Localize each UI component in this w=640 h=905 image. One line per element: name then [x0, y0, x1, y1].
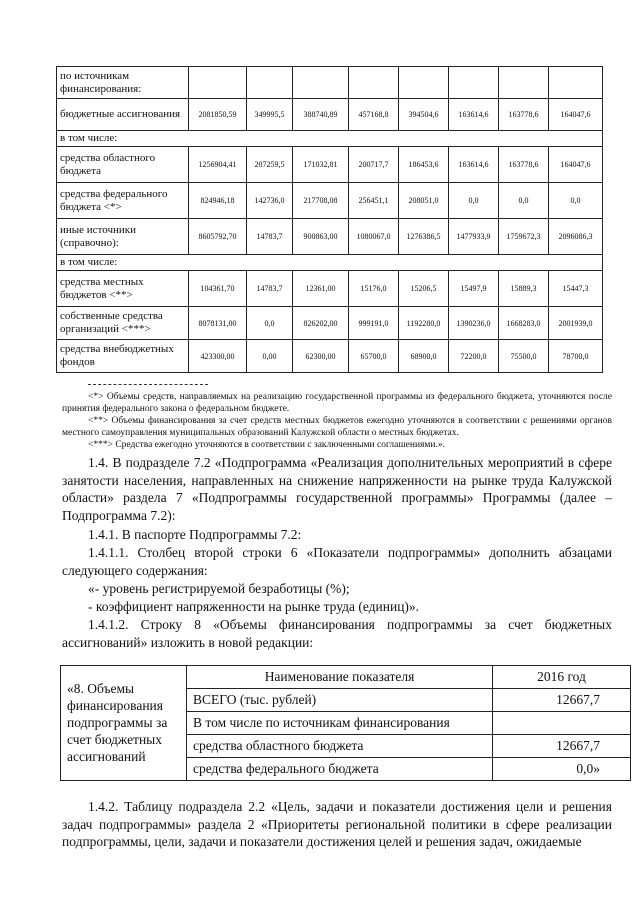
- financing-cell: 217708,08: [293, 183, 349, 219]
- financing-cell: 256451,1: [349, 183, 399, 219]
- value-total: 12667,7: [493, 689, 631, 712]
- financing-cell: 163614,6: [449, 99, 499, 131]
- financing-cell: 1759672,3: [499, 219, 549, 255]
- financing-row-label: по источникам финансирования:: [57, 67, 189, 99]
- financing-cell: 12361,00: [293, 271, 349, 307]
- financing-row-label: иные источники (справочно):: [57, 219, 189, 255]
- paragraph-1-4-2: 1.4.2. Таблицу подраздела 2.2 «Цель, задачи и показатели достижения цели и решения задач подпрограммы» раздела 2 «Приоритеты региональной политики в сфере реализации подпрограммы, цели, задачи и показатели достижения целей и решения задач, ожидаемые: [62, 799, 612, 849]
- financing-cell: 1080067,0: [349, 219, 399, 255]
- financing-cell: 62300,00: [293, 340, 349, 373]
- footnote-1: <*> Объемы средств, направляемых на реализацию государственной программы из федерального бюджета, уточняются после принятия федерального закона о федеральном бюджете.: [62, 392, 612, 414]
- financing-cell: [349, 67, 399, 99]
- financing-cell: 163778,6: [499, 99, 549, 131]
- indicator-by-source: В том числе по источникам финансирования: [187, 712, 493, 735]
- paragraph-1-4-1: 1.4.1. В паспорте Подпрограммы 7.2:: [88, 527, 302, 542]
- header-indicator-name: Наименование показателя: [187, 666, 493, 689]
- financing-cell: [293, 67, 349, 99]
- financing-cell: 824946,18: [189, 183, 247, 219]
- financing-cell: [549, 67, 603, 99]
- financing-cell: 900863,00: [293, 219, 349, 255]
- financing-row-label: в том числе:: [57, 255, 603, 271]
- financing-cell: 0,0: [499, 183, 549, 219]
- financing-cell: [449, 67, 499, 99]
- financing-row-label: средства федерального бюджета <*>: [57, 183, 189, 219]
- financing-cell: 171032,81: [293, 147, 349, 183]
- financing-row-label: бюджетные ассигнования: [57, 99, 189, 131]
- financing-cell: 999191,0: [349, 307, 399, 340]
- footnote-separator: [88, 384, 208, 385]
- financing-cell: [189, 67, 247, 99]
- financing-cell: 14783,7: [247, 271, 293, 307]
- financing-row-label: собственные средства организаций <***>: [57, 307, 189, 340]
- financing-row: [57, 131, 603, 147]
- financing-cell: 2096086,3: [549, 219, 603, 255]
- financing-cell: 1390236,0: [449, 307, 499, 340]
- financing-cell: 0,0: [449, 183, 499, 219]
- paragraph-1-4-1-1: 1.4.1.1. Столбец второй строки 6 «Показатели подпрограммы» дополнить абзацами следующего содержания:: [62, 545, 612, 578]
- financing-cell: 164047,6: [549, 99, 603, 131]
- financing-table: [56, 66, 603, 373]
- footnote-3: <***> Средства ежегодно уточняются в соответствии с заключенными соглашениями.».: [88, 440, 446, 450]
- financing-row: [57, 340, 603, 373]
- financing-row-label: в том числе:: [57, 131, 603, 147]
- financing-cell: 164047,6: [549, 147, 603, 183]
- financing-row: [57, 183, 603, 219]
- financing-cell: 0,0: [247, 307, 293, 340]
- paragraph-1-4: 1.4. В подразделе 7.2 «Подпрограмма «Реализация дополнительных мероприятий в сфере занятости населения, направленных на снижение напряженности на рынке труда Калужской области» раздела 7 «Подпрограммы государственной программы» Программы (далее – Подпрограмма 7.2):: [62, 455, 612, 523]
- financing-cell: 208051,0: [399, 183, 449, 219]
- financing-cell: 65700,0: [349, 340, 399, 373]
- header-year: 2016 год: [493, 666, 631, 689]
- footnote-2: <**> Объемы финансирования за счет средств местных бюджетов ежегодно уточняются в соответствии с решениями органов местного самоуправления муниципальных образований Калужской области о местных бюджетах.: [62, 416, 612, 438]
- paragraph-indicator-1: «- уровень регистрируемой безработицы (%);: [88, 581, 350, 596]
- financing-cell: 15176,0: [349, 271, 399, 307]
- financing-cell: 72200,0: [449, 340, 499, 373]
- financing-cell: [247, 67, 293, 99]
- financing-row: [57, 307, 603, 340]
- value-federal-budget: 0,0»: [493, 758, 631, 781]
- financing-cell: 388740,89: [293, 99, 349, 131]
- financing-row: [57, 67, 603, 99]
- financing-cell: 200717,7: [349, 147, 399, 183]
- financing-cell: 1668283,0: [499, 307, 549, 340]
- financing-cell: 1477933,9: [449, 219, 499, 255]
- financing-cell: 142736,0: [247, 183, 293, 219]
- financing-row-label: средства областного бюджета: [57, 147, 189, 183]
- financing-row: [57, 219, 603, 255]
- financing-cell: 163614,6: [449, 147, 499, 183]
- paragraph-indicator-2: - коэффициент напряженности на рынке труда (единиц)».: [88, 599, 420, 614]
- financing-cell: [399, 67, 449, 99]
- financing-row-label: средства местных бюджетов <**>: [57, 271, 189, 307]
- financing-cell: 1192280,0: [399, 307, 449, 340]
- financing-row: [57, 271, 603, 307]
- value-regional-budget: 12667,7: [493, 735, 631, 758]
- financing-row: [57, 255, 603, 271]
- financing-cell: 457168,8: [349, 99, 399, 131]
- financing-cell: 826202,00: [293, 307, 349, 340]
- financing-cell: 394504,6: [399, 99, 449, 131]
- value-by-source: [493, 712, 631, 735]
- footnotes: [62, 391, 612, 451]
- financing-cell: 186453,6: [399, 147, 449, 183]
- financing-row: [57, 147, 603, 183]
- financing-cell: 14783,7: [247, 219, 293, 255]
- financing-cell: 349995,5: [247, 99, 293, 131]
- financing-cell: 78700,0: [549, 340, 603, 373]
- financing-cell: 68900,0: [399, 340, 449, 373]
- financing-row-label: средства внебюджетных фондов: [57, 340, 189, 373]
- financing-cell: 2001939,0: [549, 307, 603, 340]
- financing-cell: 0,00: [247, 340, 293, 373]
- financing-cell: 163778,6: [499, 147, 549, 183]
- financing-cell: 15889,3: [499, 271, 549, 307]
- financing-cell: 0,0: [549, 183, 603, 219]
- financing-cell: 8605792,70: [189, 219, 247, 255]
- financing-cell: 1276386,5: [399, 219, 449, 255]
- indicator-regional-budget: средства областного бюджета: [187, 735, 493, 758]
- row-8-label: «8. Объемы финансирования подпрограммы за счет бюджетных ассигнований: [61, 666, 187, 781]
- financing-cell: 75500,0: [499, 340, 549, 373]
- indicator-federal-budget: средства федерального бюджета: [187, 758, 493, 781]
- indicator-total: ВСЕГО (тыс. рублей): [187, 689, 493, 712]
- financing-cell: 2081850,59: [189, 99, 247, 131]
- paragraph-1-4-1-2: 1.4.1.2. Строку 8 «Объемы финансирования подпрограммы за счет бюджетных ассигнований» изложить в новой редакции:: [62, 617, 612, 650]
- financing-cell: 207259,5: [247, 147, 293, 183]
- financing-row: [57, 99, 603, 131]
- financing-cell: 15206,5: [399, 271, 449, 307]
- financing-cell: [499, 67, 549, 99]
- financing-cell: 104361,70: [189, 271, 247, 307]
- financing-cell: 1256904,41: [189, 147, 247, 183]
- financing-cell: 423300,00: [189, 340, 247, 373]
- financing-cell: 15447,3: [549, 271, 603, 307]
- financing-cell: 8078131,00: [189, 307, 247, 340]
- subprogram-financing-table: [60, 665, 631, 781]
- financing-cell: 15497,9: [449, 271, 499, 307]
